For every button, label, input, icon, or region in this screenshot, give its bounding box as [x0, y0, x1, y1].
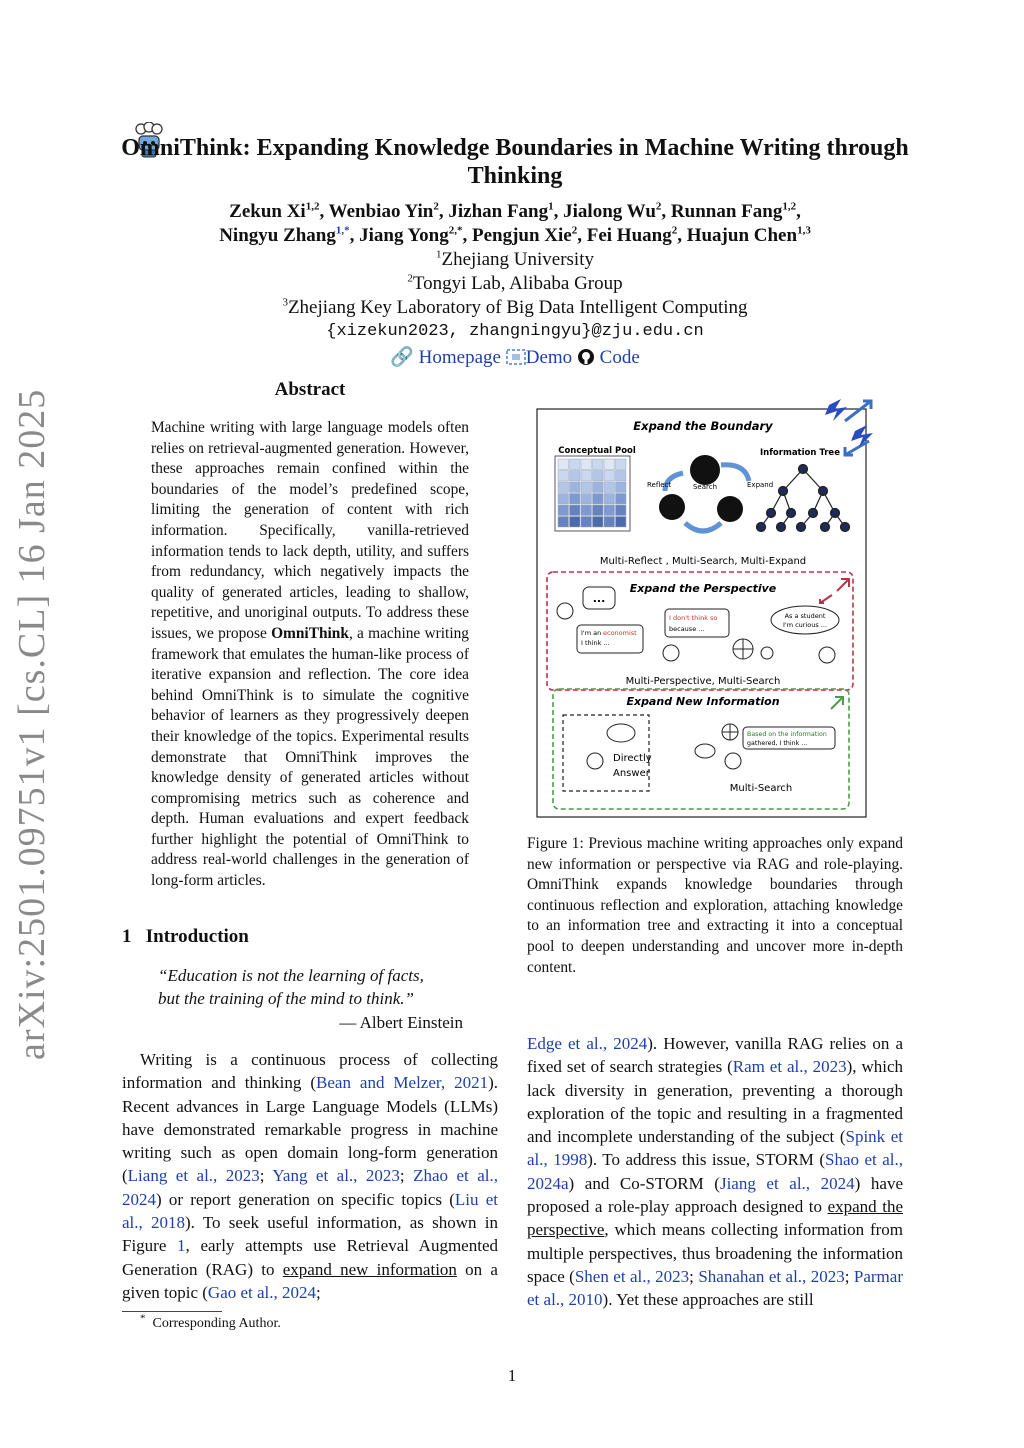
- abstract-heading: Abstract: [274, 379, 346, 400]
- fig-reflect: Reflect: [647, 481, 672, 489]
- pool-cell: [616, 517, 627, 528]
- pool-cell: [593, 471, 604, 482]
- fig-expand: Expand: [747, 481, 774, 489]
- footnote-rule: [122, 1311, 222, 1312]
- citation[interactable]: Edge et al., 2024: [527, 1034, 648, 1053]
- pool-cell: [558, 482, 569, 493]
- fig-directly-1: Directly: [613, 753, 652, 764]
- tree-node: [821, 523, 830, 532]
- pool-cell: [616, 459, 627, 470]
- svg-text:because ...: because ...: [669, 625, 705, 633]
- github-icon: [577, 348, 595, 366]
- pool-cell: [558, 494, 569, 505]
- intro-right-paragraph: Edge et al., 2024). However, vanilla RAG relies on a fixed set of search strategies (Ram et al., 2023), which lack diversity in generation, preventing a thorough exploration of the topic and resulting in a fragmented and incomplete understanding of the subject (Spink et al., 1998). To address this issue, STORM (Shao et al., 2024a) and Co-STORM (Jiang et al., 2024) have proposed a role-play approach designed to expand the perspective, which means collecting information from multiple perspectives, thus broadening the information space (Shen et al., 2023; Shanahan et al., 2023; Parmar et al., 2010). Yet these approaches are still: [527, 1034, 904, 1310]
- fig-directly-2: Answer: [613, 768, 650, 779]
- pool-cell: [616, 505, 627, 516]
- citation[interactable]: Gao et al., 2024: [207, 1282, 317, 1302]
- code-link[interactable]: Code: [599, 347, 640, 368]
- svg-text:I'm curious ...: I'm curious ...: [782, 621, 828, 629]
- demo-link[interactable]: Demo: [525, 347, 573, 368]
- pool-cell: [593, 517, 604, 528]
- fig-conceptual-pool: Conceptual Pool: [558, 446, 636, 456]
- fig-multi-line2: Multi-Perspective, Multi-Search: [625, 676, 781, 687]
- fig-information-tree: Information Tree: [760, 448, 840, 458]
- tree-node: [797, 523, 806, 532]
- intro-left-paragraph: Writing is a continuous process of collecting information and thinking (Bean and Melzer, 2021). Recent advances in Large Language Models (LLMs) have demonstrated remarkable progress in machine writing such as open domain long-form generation (Liang et al., 2023; Yang et al., 2023; Zhao et al., 2024) or report generation on specific topics (Liu et al., 2018). To seek useful information, as shown in Figure 1, early attempts use Retrieval Augmented Generation (RAG) to expand new information on a given topic (Gao et al., 2024;: [122, 1050, 498, 1302]
- quote-line-1: “Education is not the learning of facts,: [158, 966, 424, 985]
- pool-cell: [581, 459, 592, 470]
- pool-cell: [593, 459, 604, 470]
- link-icon: 🔗: [390, 347, 414, 368]
- tree-node: [841, 523, 850, 532]
- svg-text:economist: economist: [603, 629, 637, 637]
- author-line-2: Ningyu Zhang$^{1,*}$, Jiang Yong$^{2,*}$, Pengjun Xie$^2$, Fei Huang$^2$, Huajun Chen$^{1,3}$: [219, 224, 811, 246]
- quote-author: — Albert Einstein: [339, 1012, 463, 1032]
- pool-cell: [581, 505, 592, 516]
- pool-cell: [604, 471, 615, 482]
- fig-multi-line1: Multi-Reflect , Multi-Search, Multi-Expand: [599, 556, 807, 567]
- pool-cell: [581, 471, 592, 482]
- svg-text:I don't think so: I don't think so: [669, 614, 718, 622]
- pool-cell: [604, 482, 615, 493]
- fig-expand-new-info: Expand New Information: [626, 695, 780, 708]
- tree-node: [819, 487, 828, 496]
- quote-line-2: but the training of the mind to think.”: [158, 989, 414, 1009]
- affiliations: [120, 248, 910, 370]
- pool-cell: [604, 494, 615, 505]
- figure-caption: Figure 1: Previous machine writing approaches only expand new information or perspective via RAG and role-playing. OmniThink expands knowledge boundaries through continuous reflection and exploration, attaching knowledge to an information tree and extracting it into a conceptual pool to deepen understanding and uncover more in-depth content.: [527, 835, 903, 976]
- pool-cell: [581, 482, 592, 493]
- citation[interactable]: Liu et al., 2018: [122, 1189, 498, 1233]
- pool-cell: [616, 482, 627, 493]
- pool-cell: [581, 517, 592, 528]
- pool-cell: [604, 459, 615, 470]
- citation[interactable]: Parmar et al., 2010: [527, 1266, 903, 1310]
- tree-node: [767, 509, 776, 518]
- conceptual-pool-grid: [555, 456, 630, 531]
- svg-text:I'm an: I'm an: [581, 629, 602, 637]
- demo-icon: [506, 348, 526, 364]
- pool-cell: [570, 459, 581, 470]
- figure-ref[interactable]: 1: [177, 1236, 186, 1256]
- fig-bubble-dots: ...: [592, 592, 606, 605]
- citation[interactable]: Shao et al., 2024a: [527, 1150, 903, 1193]
- citation[interactable]: Liang et al., 2023: [127, 1166, 260, 1186]
- pool-cell: [558, 459, 569, 470]
- citation[interactable]: Shen et al., 2023: [574, 1266, 690, 1286]
- pool-cell: [570, 482, 581, 493]
- fig-expand-boundary: Expand the Boundary: [633, 419, 773, 433]
- tree-node: [787, 509, 796, 518]
- tree-node: [809, 509, 818, 518]
- fig-search: Search: [692, 483, 718, 491]
- pool-cell: [593, 505, 604, 516]
- pool-cell: [616, 471, 627, 482]
- pool-cell: [570, 505, 581, 516]
- pool-cell: [570, 517, 581, 528]
- citation[interactable]: Yang et al., 2023: [272, 1166, 400, 1186]
- paper-title: OmniThink: Expanding Knowledge Boundaries in Machine Writing through Thinking: [121, 135, 909, 189]
- fig-expand-perspective: Expand the Perspective: [629, 582, 777, 595]
- arxiv-stamp: arXiv:2501.09751v1 [cs.CL] 16 Jan 2025: [11, 388, 53, 1060]
- links-row: [120, 346, 910, 370]
- citation[interactable]: Shanahan et al., 2023: [698, 1266, 845, 1286]
- pool-cell: [558, 505, 569, 516]
- citation[interactable]: Ram et al., 2023: [732, 1057, 847, 1077]
- svg-text:gathered, I think ...: gathered, I think ...: [747, 740, 808, 747]
- tree-node: [831, 509, 840, 518]
- citation[interactable]: Spink et al., 1998: [527, 1127, 903, 1170]
- pool-cell: [581, 494, 592, 505]
- figure-1: [535, 395, 880, 820]
- pool-cell: [558, 517, 569, 528]
- tree-node: [777, 523, 786, 532]
- tree-node: [779, 487, 788, 496]
- pool-cell: [593, 494, 604, 505]
- pool-cell: [558, 471, 569, 482]
- author-line-1: Zekun Xi$^{1,2}$, Wenbiao Yin$^2$, Jizhan Fang$^1$, Jialong Wu$^2$, Runnan Fang$^{1,2}$,: [229, 200, 801, 222]
- fig-multi-search: Multi-Search: [729, 783, 793, 794]
- svg-text:As a student: As a student: [784, 612, 826, 620]
- affiliation-2: $^2$Tongyi Lab, Alibaba Group: [407, 272, 623, 294]
- citation[interactable]: Bean and Melzer, 2021: [316, 1073, 489, 1093]
- epigraph: [158, 964, 463, 1034]
- citation[interactable]: Jiang et al., 2024: [719, 1173, 855, 1193]
- email: {xizekun2023, zhangningyu}@zju.edu.cn: [326, 322, 704, 341]
- footnote: * Corresponding Author.: [140, 1312, 281, 1331]
- pool-cell: [593, 482, 604, 493]
- tree-node: [757, 523, 766, 532]
- pool-cell: [570, 494, 581, 505]
- citation[interactable]: Zhao et al., 2024: [122, 1166, 498, 1209]
- pool-cell: [604, 517, 615, 528]
- abstract-text: Machine writing with large language models often relies on retrieval-augmented generation. However, these approaches remain confined within the boundaries of the model’s predefined scope, limiting the generation of content with rich information. Specifically, vanilla-retrieved information tends to lack depth, utility, and suffers from redundancy, which negatively impacts the quality of generated articles, leading to shallow, repetitive, and unoriginal outputs. To address these issues, we propose OmniThink, a machine writing framework that emulates the human-like process of iterative expansion and reflection. The core idea behind OmniThink is to simulate the cognitive behavior of learners as they progressively deepen their knowledge of the topics. Experimental results demonstrate that OmniThink improves the knowledge density of generated articles without compromising metrics such as coherence and depth. Human evaluations and expert feedback further highlight the potential of OmniThink to address real-world challenges in the generation of long-form articles.: [151, 419, 469, 890]
- affiliation-1: $^1$Zhejiang University: [436, 248, 594, 270]
- homepage-link[interactable]: Homepage: [418, 347, 501, 368]
- svg-text:Based on the information: Based on the information: [747, 731, 827, 738]
- pool-cell: [604, 505, 615, 516]
- pool-cell: [570, 471, 581, 482]
- section-heading-introduction: 1 Introduction: [122, 926, 249, 947]
- affiliation-3: $^3$Zhejiang Key Laboratory of Big Data Intelligent Computing: [282, 296, 748, 318]
- pool-cell: [616, 494, 627, 505]
- svg-text:I think ...: I think ...: [581, 639, 610, 647]
- page-number: 1: [507, 1366, 517, 1385]
- author-list: [120, 200, 910, 248]
- tree-node: [799, 465, 808, 474]
